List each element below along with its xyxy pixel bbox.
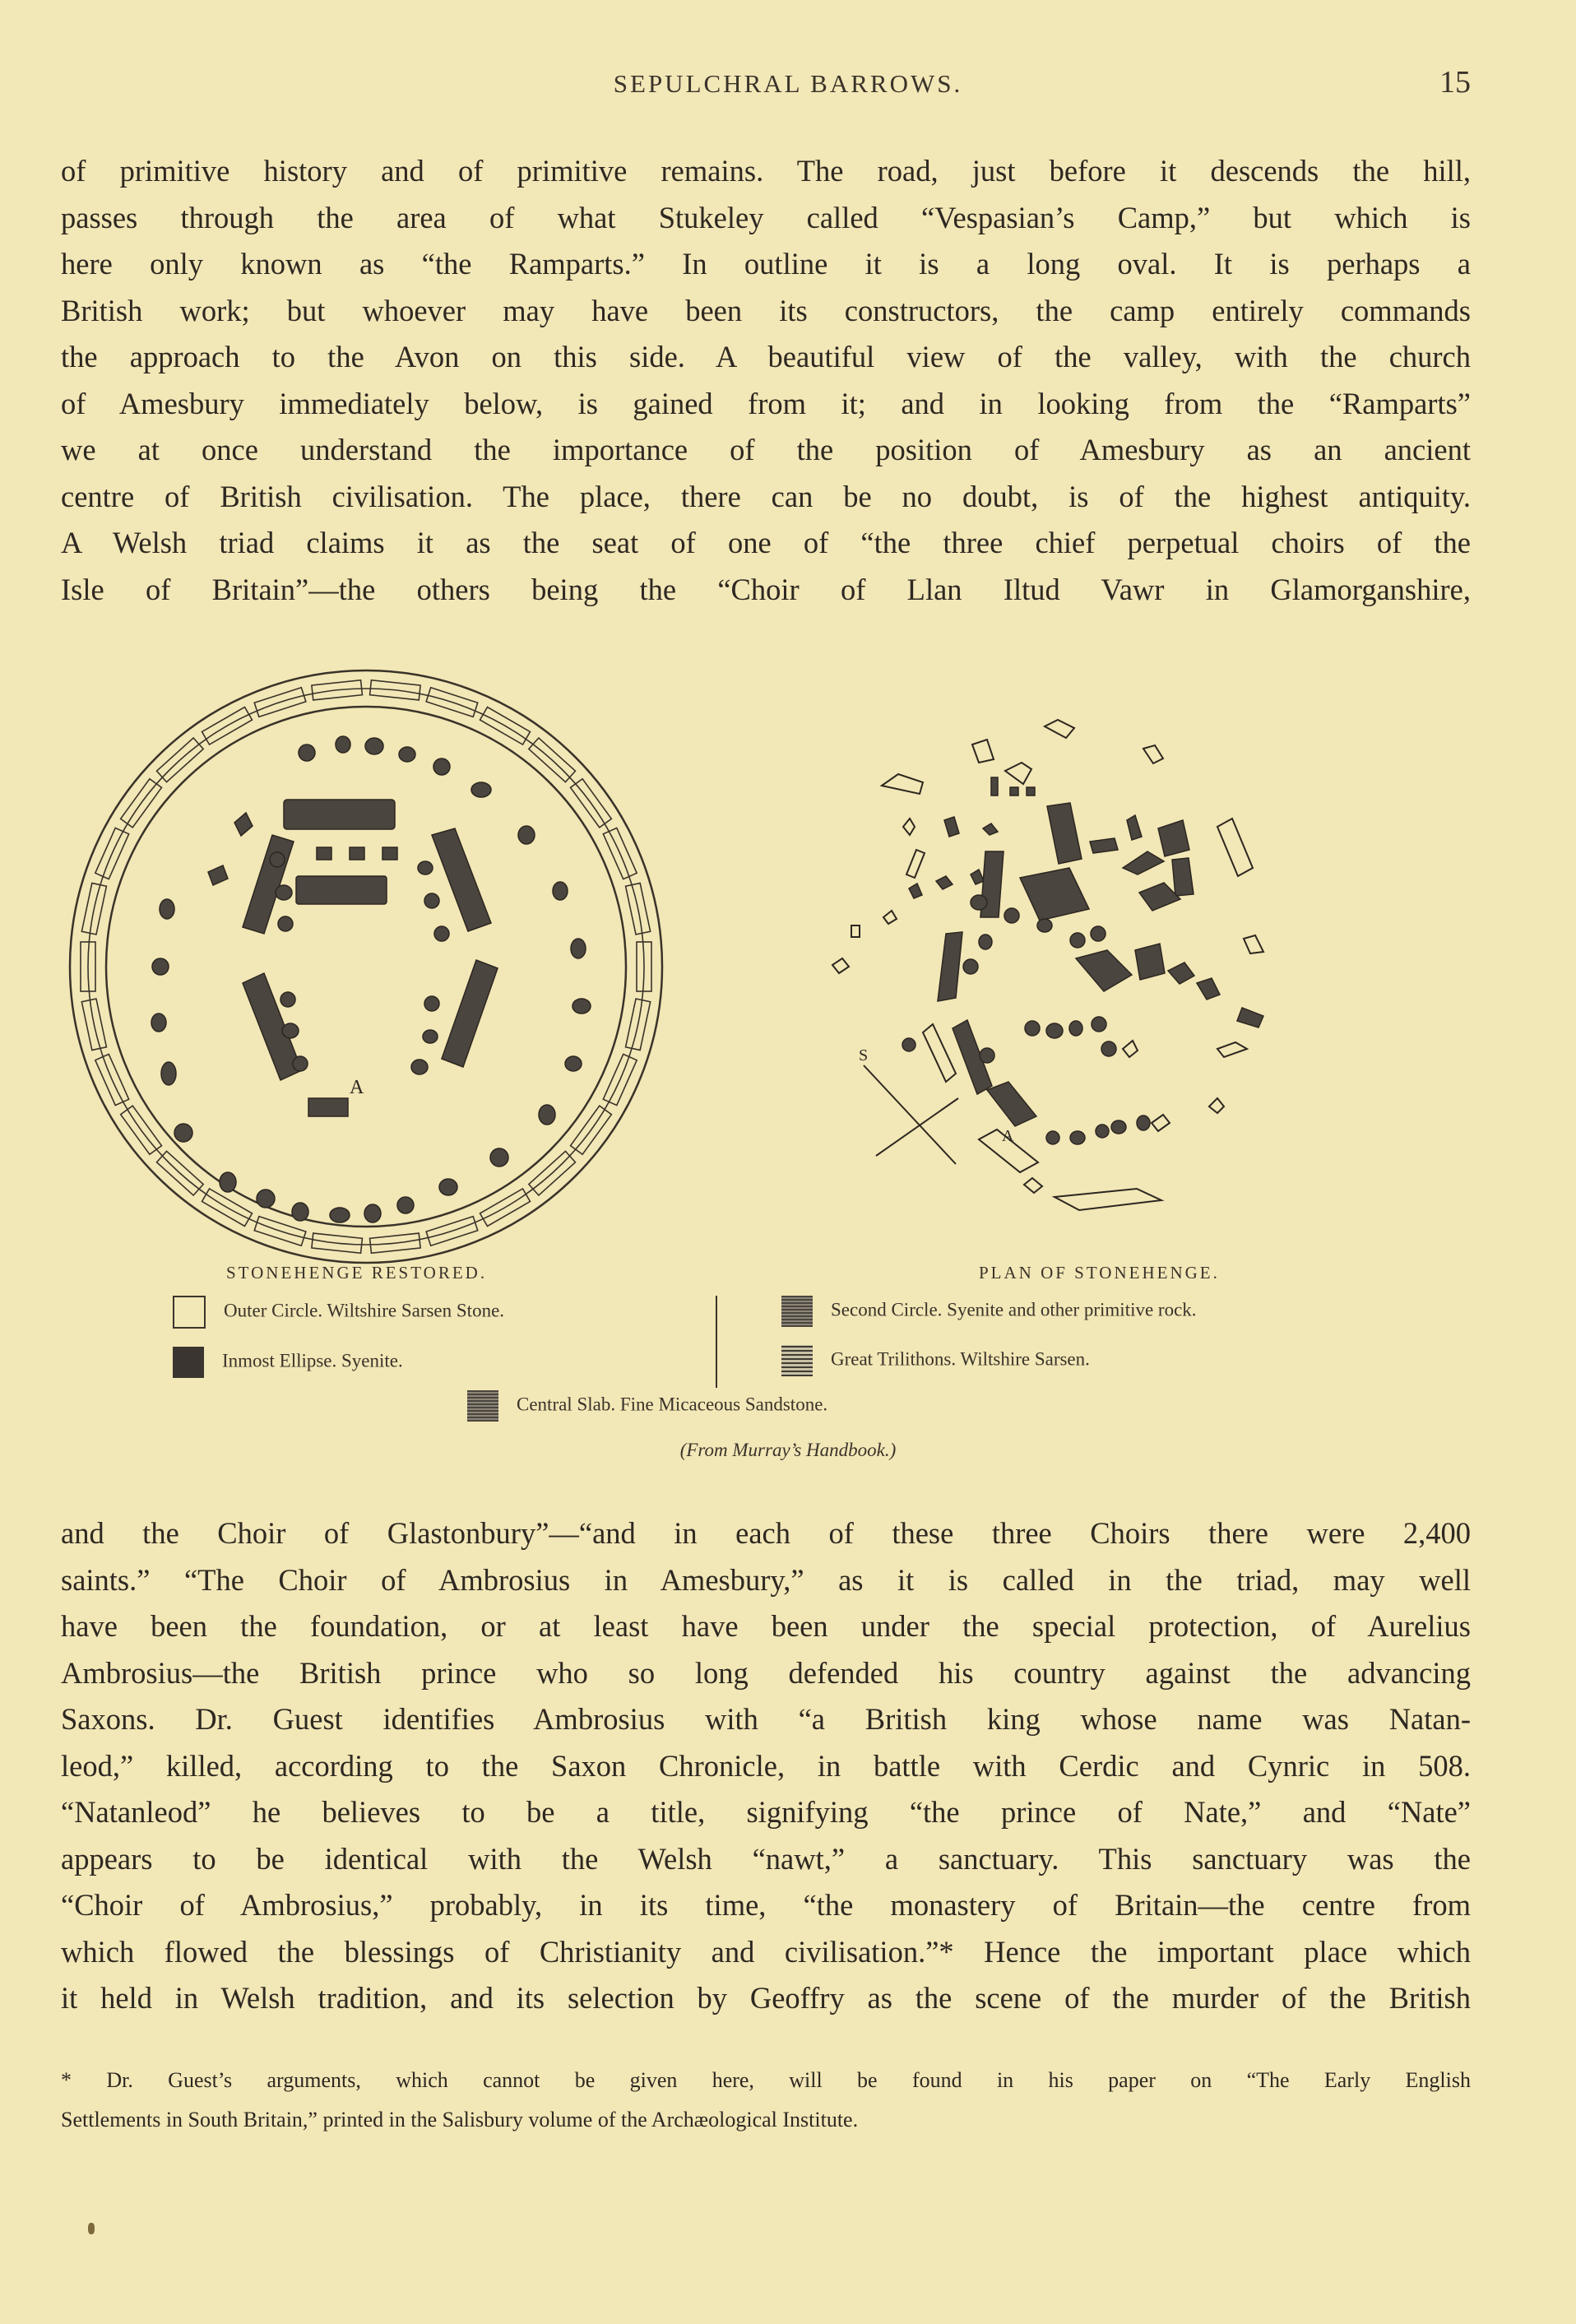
text-line: Isle of Britain”—the others being the “Choir of Llan Iltud Vawr in Glamorganshire, [61,572,1471,606]
stonehenge-figure [58,658,1522,1267]
text-line: centre of British civilisation. The place, there can be no doubt, is of the highest antiquity. [61,479,1471,513]
figure-source-note: (From Murray’s Handbook.) [679,1440,897,1460]
body-paragraph-top [61,148,1471,613]
text-line: and the Choir of Glastonbury”—“and in each of these three Choirs there were 2,400 [61,1516,1471,1550]
text-line: A Welsh triad claims it as the seat of one of “the three chief perpetual choirs of the [61,526,1471,559]
marker-a-right: A [1002,1127,1014,1145]
legend-inmost-ellipse [173,1347,403,1378]
text-line: Ambrosius—the British prince who so long defended his country against the advancing [61,1655,1471,1690]
text-line: Saxons. Dr. Guest identifies Ambrosius with “a British king whose name was Natan- [61,1702,1471,1736]
stonehenge-restored-diagram [70,670,662,1263]
text-line: of Amesbury immediately below, is gained from it; and in looking from the “Ramparts” [61,386,1471,420]
text-line: leod,” killed, according to the Saxon Chronicle, in battle with Cerdic and Cynric in 508. [61,1748,1471,1783]
text-line: passes through the area of what Stukeley called “Vespasian’s Camp,” but which is [61,200,1471,234]
footnote [61,2061,1471,2140]
text-line: the approach to the Avon on this side. A beautiful view of the valley, with the church [61,340,1471,373]
text-line: here only known as “the Ramparts.” In outline it is a long oval. It is perhaps a [61,247,1471,281]
text-line: appears to be identical with the Welsh “nawt,” a sanctuary. This sanctuary was the [61,1841,1471,1876]
text-line: of primitive history and of primitive remains. The road, just before it descends the hill, [61,154,1471,188]
marker-a-left: A [350,1077,364,1098]
text-line: have been the foundation, or at least have been under the special protection, of Aurelius [61,1609,1471,1643]
legend-second-circle [781,1296,1197,1327]
body-paragraph-bottom [61,1510,1471,2022]
legend-swatch-dark [173,1347,204,1378]
footnote-line: Settlements in South Britain,” printed in the Salisbury volume of the Archæological Institute. [61,2108,859,2131]
figure-captions [0,1263,1576,1477]
caption-plan-of-stonehenge: PLAN OF STONEHENGE. [979,1263,1220,1283]
text-line: British work; but whoever may have been its constructors, the camp entirely commands [61,293,1471,327]
caption-stonehenge-restored: STONEHENGE RESTORED. [226,1263,488,1283]
legend-swatch-grey [781,1296,813,1327]
text-line: we at once understand the importance of the position of Amesbury as an ancient [61,433,1471,466]
text-line: saints.” “The Choir of Ambrosius in Amesbury,” as it is called in the triad, may well [61,1562,1471,1597]
legend-great-trilithons [781,1345,1090,1376]
legend-swatch-open [173,1296,206,1329]
footnote-line: * Dr. Guest’s arguments, which cannot be given here, will be found in his paper on “The Early English [61,2068,1471,2092]
page-number: 15 [1439,65,1471,100]
text-line: “Natanleod” he believes to be a title, signifying “the prince of Nate,” and “Nate” [61,1795,1471,1829]
legend-label: Second Circle. Syenite and other primitive rock. [831,1299,1197,1320]
legend-label: Outer Circle. Wiltshire Sarsen Stone. [224,1300,505,1321]
running-head: SEPULCHRAL BARROWS. [613,69,963,98]
legend-outer-circle [173,1296,504,1329]
text-line: which flowed the blessings of Christianity and civilisation.”* Hence the important place which [61,1934,1471,1969]
page-header [0,64,1576,105]
legend-divider [716,1296,717,1388]
legend-label: Great Trilithons. Wiltshire Sarsen. [831,1348,1090,1370]
marker-s: S [859,1046,869,1065]
legend-central-slab [467,1390,827,1422]
text-line: “Choir of Ambrosius,” probably, in its time, “the monastery of Britain—the centre from [61,1888,1471,1922]
legend-swatch-striped [781,1345,813,1376]
legend-label: Inmost Ellipse. Syenite. [222,1350,403,1371]
text-line: it held in Welsh tradition, and its selection by Geoffry as the scene of the murder of the British [61,1981,1471,2015]
plan-of-stonehenge-diagram [832,720,1263,1210]
legend-swatch-grey [467,1390,498,1422]
ink-spot [88,2223,95,2234]
legend-label: Central Slab. Fine Micaceous Sandstone. [517,1394,828,1415]
